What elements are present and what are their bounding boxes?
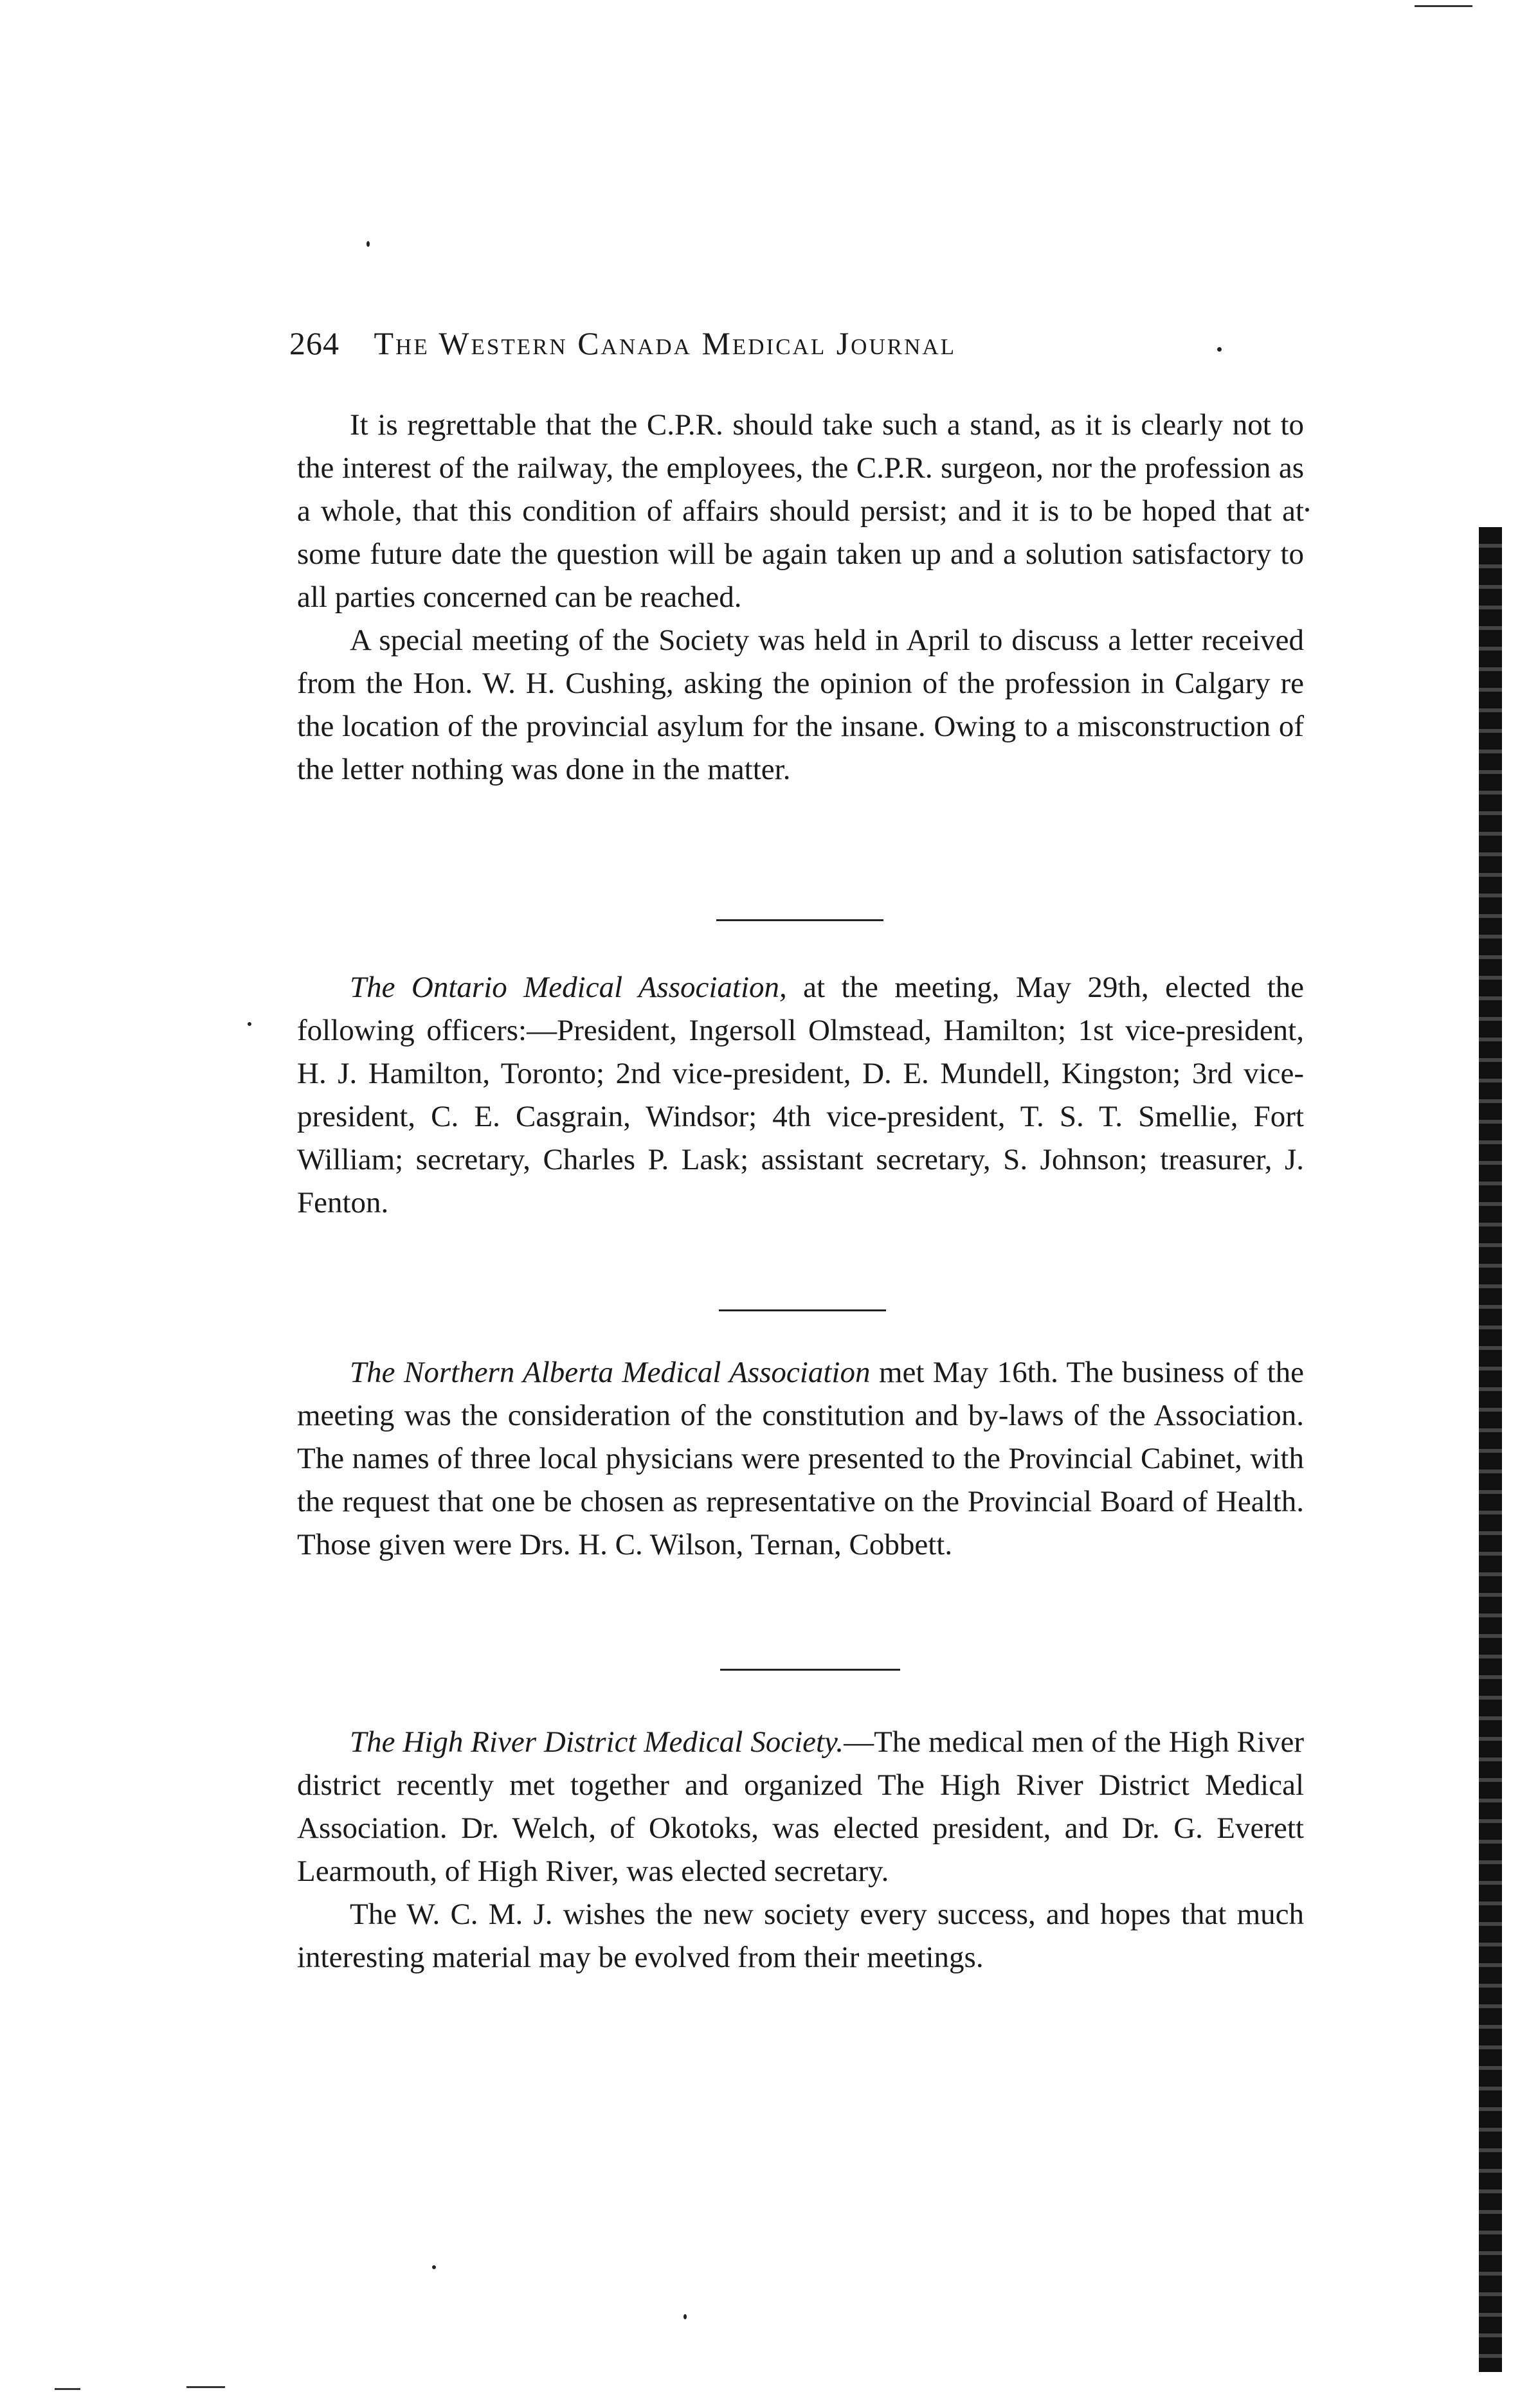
scan-edge-mark [55, 2388, 80, 2390]
northern-alberta-lead: The Northern Alberta Medical Association [350, 1356, 871, 1389]
section-northern-alberta [297, 1351, 1304, 1567]
section-high-river [297, 1721, 1304, 1979]
high-river-lead: The High River District Medical Society. [350, 1725, 844, 1759]
paragraph-closing: The W. C. M. J. wishes the new society every success, and hopes that much interesting material may be evolved from their meetings. [297, 1898, 1304, 1974]
northern-alberta-body: met May 16th. The business of the meeting was the consideration of the constitution and by-laws of the Association. The names of three local physicians were presented to the Provincial Cabinet, with the request that one be chosen as representative on the Provincial Board of Health. Those given were Drs. H. C. Wilson, Ternan, Cobbett. [297, 1356, 1304, 1561]
scan-speck [1217, 347, 1222, 352]
scan-edge-mark [1415, 5, 1472, 7]
paragraph-northern-alberta [297, 1351, 1304, 1567]
section-divider [720, 1669, 900, 1671]
running-header [289, 325, 1286, 362]
scan-edge-mark [186, 2386, 225, 2388]
scan-speck [683, 2314, 687, 2319]
journal-title: The Western Canada Medical Journal [374, 325, 956, 361]
scan-speck [366, 241, 370, 247]
paragraph-ontario [297, 966, 1304, 1225]
section-divider [716, 919, 883, 921]
paragraph-high-river [297, 1721, 1304, 1893]
section-ontario [297, 966, 1304, 1225]
scan-speck [1305, 508, 1309, 512]
ontario-lead: The Ontario Medical Association, [350, 971, 787, 1004]
scan-speck [248, 1022, 251, 1026]
section-divider [719, 1309, 886, 1311]
paragraph-cpr-stand: It is regrettable that the C.P.R. should take such a stand, as it is clearly not to the interest of the railway, the employees, the C.P.R. surgeon, nor the profession as a whole, that this condition of affairs should persist; and it is to be hoped that at some future date the question will be again taken up and a solution satisfactory to all parties concerned can be reached. [297, 408, 1304, 614]
page-edge-shadow [1479, 527, 1502, 2372]
scan-speck [432, 2265, 436, 2269]
high-river-body: —The medical men of the High River district recently met together and organized The High River District Medical Association. Dr. Welch, of Okotoks, was elected president, and Dr. G. Everett Learmouth, of High River, was elected secretary. [297, 1725, 1304, 1888]
ontario-body: at the meeting, May 29th, elected the following officers:—President, Ingersoll Olmstead, Hamilton; 1st vice-president, H. J. Hamilton, Toronto; 2nd vice-president, D. E. Mundell, Kingston; 3rd vice-president, C. E. Casgrain, Windsor; 4th vice-president, T. S. T. Smellie, Fort William; secretary, Charles P. Lask; assistant secretary, S. Johnson; treasurer, J. Fenton. [297, 971, 1304, 1219]
section-cpr [297, 404, 1304, 791]
paragraph-special-meeting: A special meeting of the Society was held in April to discuss a letter received from the Hon. W. H. Cushing, asking the opinion of the profession in Calgary re the location of the provincial asylum for the insane. Owing to a misconstruction of the letter nothing was done in the matter. [297, 624, 1304, 786]
page-number: 264 [289, 325, 339, 361]
